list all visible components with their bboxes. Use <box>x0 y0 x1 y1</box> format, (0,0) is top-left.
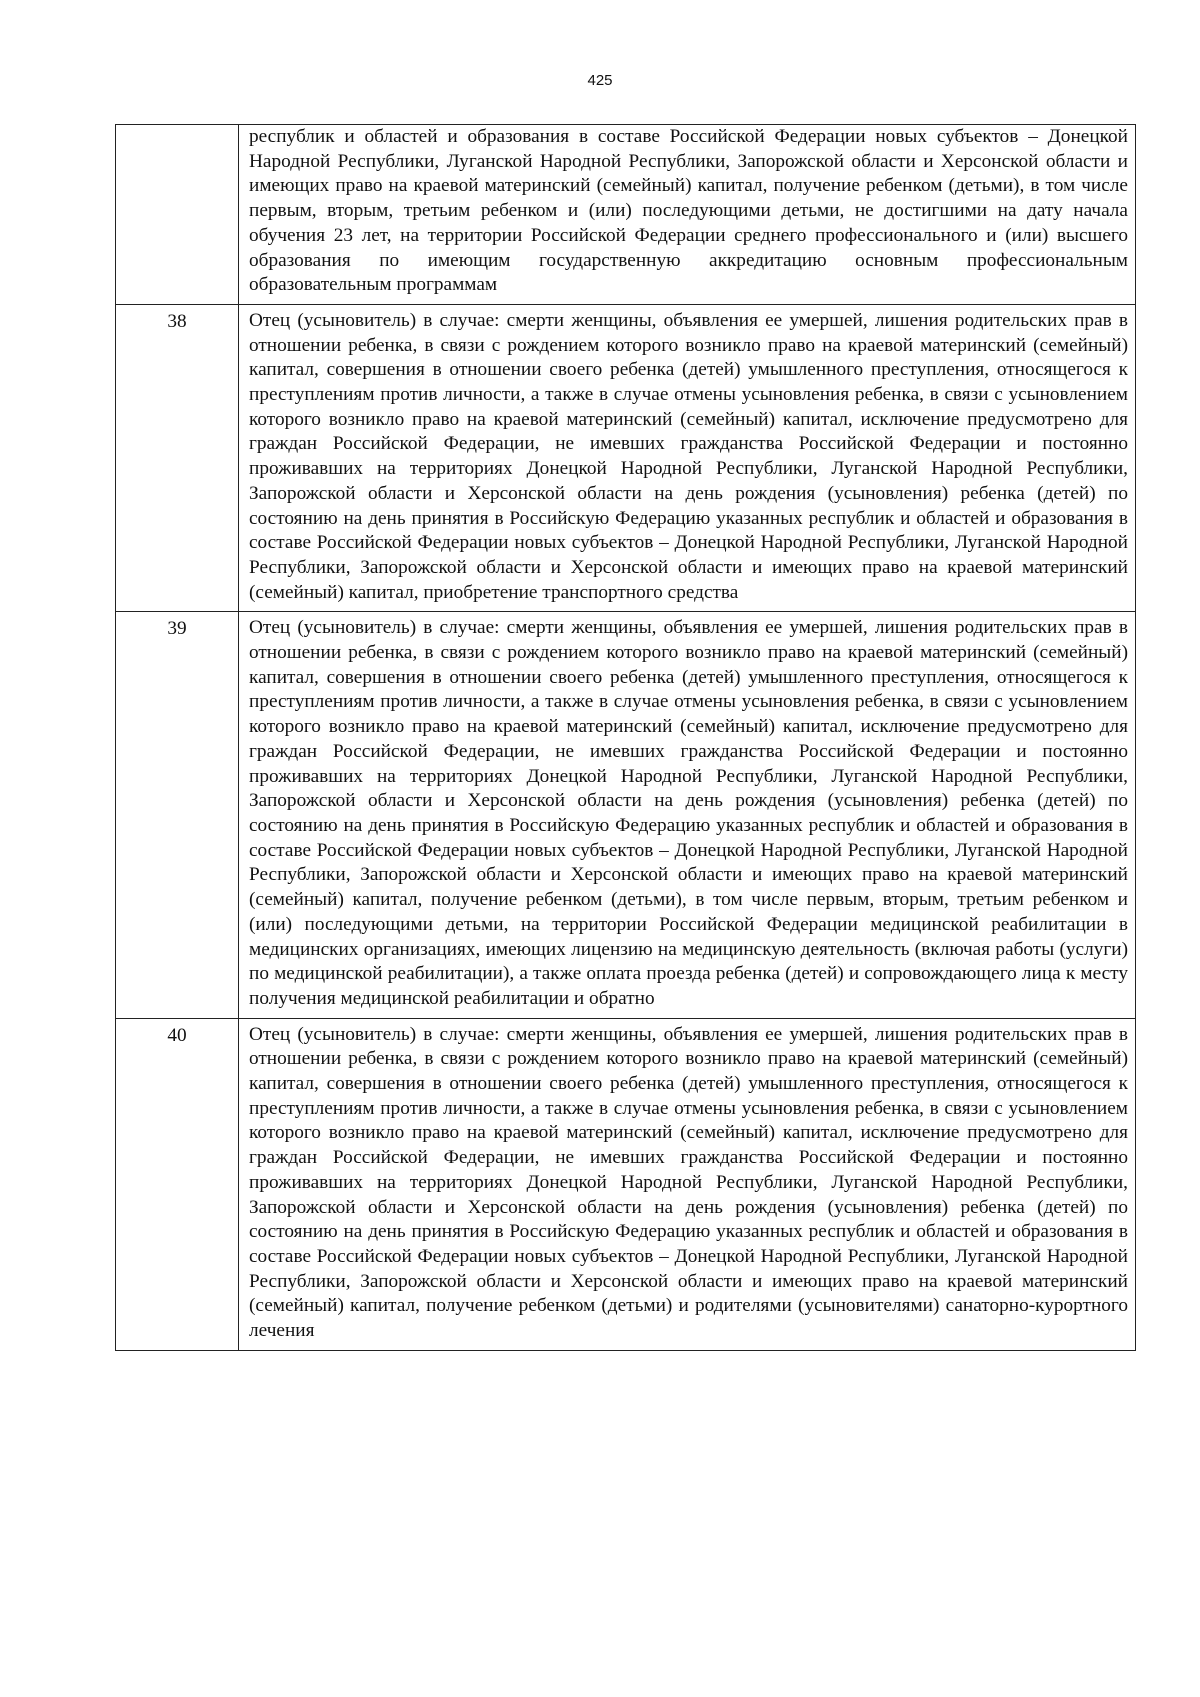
table-row <box>116 612 1136 1018</box>
table-row <box>116 304 1136 611</box>
table-row <box>116 125 1136 305</box>
row-number-cell <box>116 125 239 305</box>
page-number: 425 <box>587 72 613 89</box>
row-number-cell: 40 <box>116 1018 239 1350</box>
row-text-cell: республик и областей и образования в составе Российской Федерации новых субъектов – Донецкой Народной Республики, Луганской Народной Республики, Запорожской области и Херсонской области и имеющих право на краевой материнский (семейный) капитал, получение ребенком (детьми), в том числе первым, вторым, третьим ребенком и (или) последующими детьми, не достигшими на дату начала обучения 23 лет, на территории Российской Федерации среднего профессионального и (или) высшего образования по имеющим государственную аккредитацию основным профессиональным образовательным программам <box>239 125 1136 305</box>
document-table <box>115 124 1136 1351</box>
row-text-cell: Отец (усыновитель) в случае: смерти женщины, объявления ее умершей, лишения родительских прав в отношении ребенка, в связи с рождением которого возникло право на краевой материнский (семейный) капитал, совершения в отношении своего ребенка (детей) умышленного преступления, относящегося к преступлениям против личности, а также в случае отмены усыновления ребенка, в связи с усыновлением которого возникло право на краевой материнский (семейный) капитал, исключение предусмотрено для граждан Российской Федерации, не имевших гражданства Российской Федерации и постоянно проживавших на территориях Донецкой Народной Республики, Луганской Народной Республики, Запорожской области и Херсонской области на день рождения (усыновления) ребенка (детей) по состоянию на день принятия в Российскую Федерацию указанных республик и областей и образования в составе Российской Федерации новых субъектов – Донецкой Народной Республики, Луганской Народной Республики, Запорожской области и Херсонской области и имеющих право на краевой материнский (семейный) капитал, получение ребенком (детьми) и родителями (усыновителями) санаторно-курортного лечения <box>239 1018 1136 1350</box>
row-number-cell: 38 <box>116 304 239 611</box>
row-number-cell: 39 <box>116 612 239 1018</box>
row-text-cell: Отец (усыновитель) в случае: смерти женщины, объявления ее умершей, лишения родительских прав в отношении ребенка, в связи с рождением которого возникло право на краевой материнский (семейный) капитал, совершения в отношении своего ребенка (детей) умышленного преступления, относящегося к преступлениям против личности, а также в случае отмены усыновления ребенка, в связи с усыновлением которого возникло право на краевой материнский (семейный) капитал, исключение предусмотрено для граждан Российской Федерации, не имевших гражданства Российской Федерации и постоянно проживавших на территориях Донецкой Народной Республики, Луганской Народной Республики, Запорожской области и Херсонской области на день рождения (усыновления) ребенка (детей) по состоянию на день принятия в Российскую Федерацию указанных республик и областей и образования в составе Российской Федерации новых субъектов – Донецкой Народной Республики, Луганской Народной Республики, Запорожской области и Херсонской области и имеющих право на краевой материнский (семейный) капитал, получение ребенком (детьми), в том числе первым, вторым, третьим ребенком и (или) последующими детьми, на территории Российской Федерации медицинской реабилитации в медицинских организациях, имеющих лицензию на медицинскую деятельность (включая работы (услуги) по медицинской реабилитации), а также оплата проезда ребенка (детей) и сопровождающего лица к месту получения медицинской реабилитации и обратно <box>239 612 1136 1018</box>
table-row <box>116 1018 1136 1350</box>
row-text-cell: Отец (усыновитель) в случае: смерти женщины, объявления ее умершей, лишения родительских прав в отношении ребенка, в связи с рождением которого возникло право на краевой материнский (семейный) капитал, совершения в отношении своего ребенка (детей) умышленного преступления, относящегося к преступлениям против личности, а также в случае отмены усыновления ребенка, в связи с усыновлением которого возникло право на краевой материнский (семейный) капитал, исключение предусмотрено для граждан Российской Федерации, не имевших гражданства Российской Федерации и постоянно проживавших на территориях Донецкой Народной Республики, Луганской Народной Республики, Запорожской области и Херсонской области на день рождения (усыновления) ребенка (детей) по состоянию на день принятия в Российскую Федерацию указанных республик и областей и образования в составе Российской Федерации новых субъектов – Донецкой Народной Республики, Луганской Народной Республики, Запорожской области и Херсонской области и имеющих право на краевой материнский (семейный) капитал, приобретение транспортного средства <box>239 304 1136 611</box>
